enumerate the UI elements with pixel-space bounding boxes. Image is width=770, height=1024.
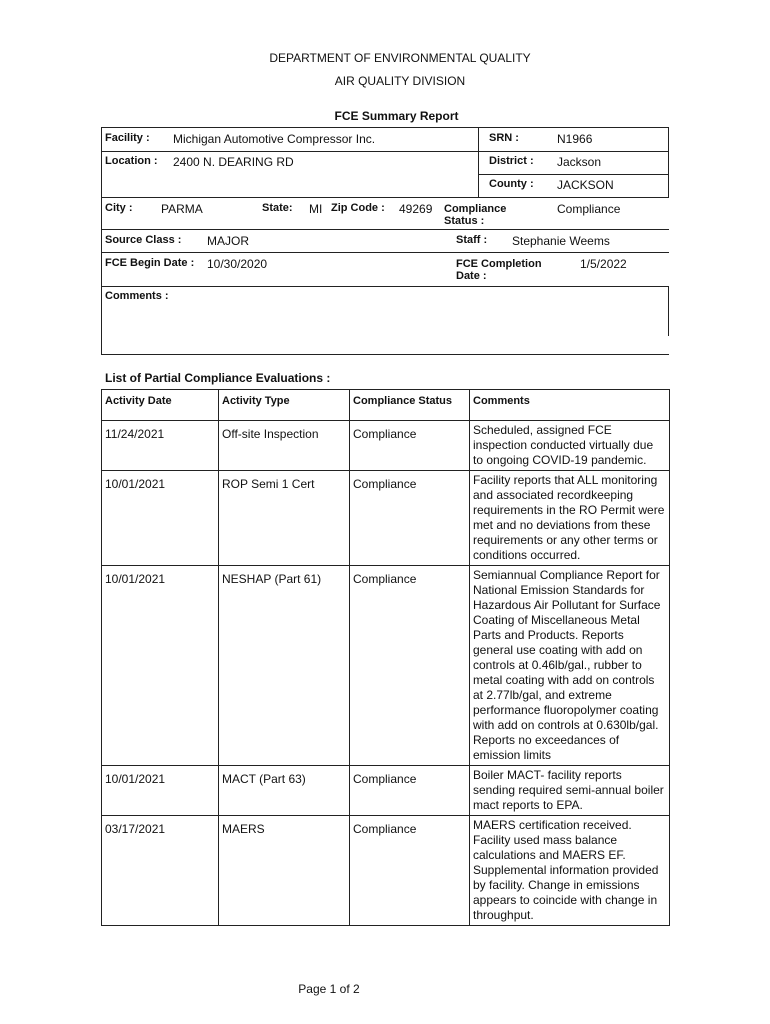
col-comments: Comments (470, 390, 670, 421)
facility-value: Michigan Automotive Compressor Inc. (173, 132, 376, 146)
activity-date: 10/01/2021 (102, 471, 219, 566)
activity-comments: Boiler MACT- facility reports sending required semi-annual boiler mact reports to EPA. (470, 766, 670, 816)
county-value: JACKSON (557, 178, 614, 192)
col-activity-date: Activity Date (102, 390, 219, 421)
activity-type: ROP Semi 1 Cert (219, 471, 350, 566)
zip-label: Zip Code : (331, 202, 385, 214)
activity-date: 11/24/2021 (102, 421, 219, 471)
county-label: County : (489, 178, 534, 190)
compliance-status: Compliance (350, 421, 470, 471)
district-label: District : (489, 155, 534, 167)
location-value: 2400 N. DEARING RD (173, 155, 294, 169)
pce-table (101, 389, 670, 926)
pce-section-title: List of Partial Compliance Evaluations : (105, 371, 331, 385)
compliance-status: Compliance (350, 566, 470, 766)
activity-comments: Semiannual Compliance Report for National Emission Standards for Hazardous Air Pollutant for Surface Coating of Miscellaneous Metal Parts and Products. Reports general use coating with add on controls at 0.46lb/gal., rubber to metal coating with add on controls at 2.77lb/gal, and extreme performance fluoropolymer coating with add on controls at 0.630lb/gal. Reports no exceedances of emission limits (470, 566, 670, 766)
srn-label: SRN : (489, 132, 519, 144)
table-row (102, 766, 670, 816)
activity-date: 03/17/2021 (102, 816, 219, 926)
col-compliance-status: Compliance Status (350, 390, 470, 421)
fce-begin-label: FCE Begin Date : (105, 257, 195, 269)
report-title: FCE Summary Report (334, 109, 459, 123)
fce-completion-value: 1/5/2022 (580, 257, 627, 271)
activity-comments: Facility reports that ALL monitoring and associated recordkeeping requirements in the RO Permit were met and no deviations from these requirements or any other terms or conditions occurred. (470, 471, 670, 566)
division-title: AIR QUALITY DIVISION (334, 74, 466, 88)
activity-date: 10/01/2021 (102, 766, 219, 816)
activity-date: 10/01/2021 (102, 566, 219, 766)
compliance-status-label: Compliance Status : (444, 203, 507, 227)
table-row (102, 816, 670, 926)
activity-type: NESHAP (Part 61) (219, 566, 350, 766)
activity-comments: Scheduled, assigned FCE inspection conducted virtually due to ongoing COVID-19 pandemic. (470, 421, 670, 471)
staff-label: Staff : (456, 234, 488, 246)
source-class-value: MAJOR (207, 234, 249, 248)
activity-type: MAERS (219, 816, 350, 926)
pce-header-row (102, 390, 670, 421)
compliance-status: Compliance (350, 816, 470, 926)
comments-label: Comments : (105, 290, 169, 302)
table-row (102, 471, 670, 566)
col-activity-type: Activity Type (219, 390, 350, 421)
compliance-status: Compliance (350, 471, 470, 566)
staff-value: Stephanie Weems (512, 234, 610, 248)
activity-comments: MAERS certification received. Facility used mass balance calculations and MAERS EF. Supplemental information provided by facility. Change in emissions appears to coincide with change in throughput. (470, 816, 670, 926)
fce-begin-value: 10/30/2020 (207, 257, 268, 271)
srn-value: N1966 (557, 132, 593, 146)
department-title: DEPARTMENT OF ENVIRONMENTAL QUALITY (269, 51, 531, 65)
table-row (102, 421, 670, 471)
fce-completion-label: FCE Completion Date : (456, 258, 542, 282)
city-label: City : (105, 202, 133, 214)
state-label: State: (262, 202, 293, 214)
compliance-status: Compliance (350, 766, 470, 816)
zip-value: 49269 (399, 202, 433, 216)
table-row (102, 566, 670, 766)
facility-label: Facility : (105, 132, 150, 144)
activity-type: MACT (Part 63) (219, 766, 350, 816)
compliance-status-value: Compliance (557, 202, 621, 216)
activity-type: Off-site Inspection (219, 421, 350, 471)
location-label: Location : (105, 155, 158, 167)
district-value: Jackson (557, 155, 602, 169)
source-class-label: Source Class : (105, 234, 182, 246)
page-number: Page 1 of 2 (298, 982, 360, 996)
state-value: MI (309, 202, 323, 216)
city-value: PARMA (161, 202, 203, 216)
